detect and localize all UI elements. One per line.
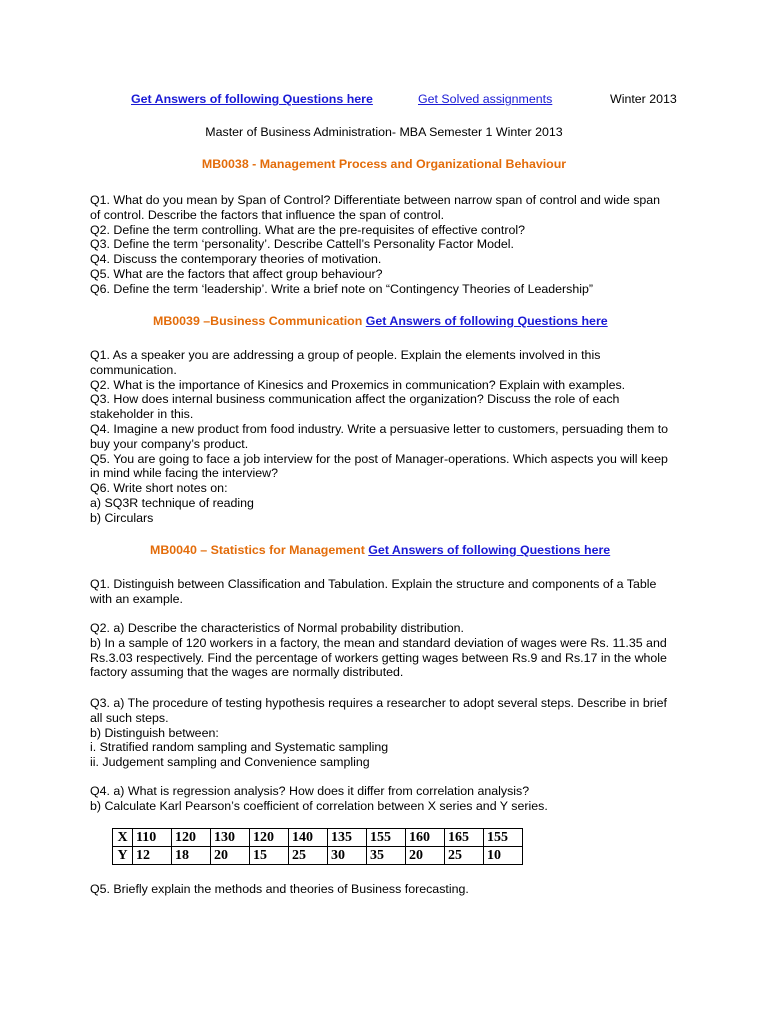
question-line: Q4. Imagine a new product from food industry. Write a persuasive letter to customers, persuading them to — [90, 421, 669, 436]
question-line: Q6. Write short notes on: — [90, 481, 228, 496]
question-line: Q3. a) The procedure of testing hypothesis requires a researcher to adopt several steps. Describe in brief — [90, 696, 667, 710]
y-value-cell: 10 — [484, 847, 523, 865]
x-value-cell: 155 — [484, 829, 523, 847]
y-value-cell: 15 — [250, 847, 289, 865]
question-line: Q5. What are the factors that affect group behaviour? — [90, 266, 383, 281]
question-line: Q5. You are going to face a job interview for the post of Manager-operations. Which aspects you will keep — [90, 451, 668, 466]
y-value-cell: 25 — [289, 847, 328, 865]
y-value-cell: 30 — [328, 847, 367, 865]
get-solved-assignments-link[interactable]: Get Solved assignments — [418, 92, 553, 106]
y-value-cell: 18 — [172, 847, 211, 865]
mb0039-questions — [90, 348, 690, 526]
x-value-cell: 130 — [211, 829, 250, 847]
question-line: stakeholder in this. — [90, 407, 194, 422]
question-line: buy your company’s product. — [90, 436, 249, 451]
question-line: Q4. a) What is regression analysis? How does it differ from correlation analysis? — [90, 784, 530, 798]
x-value-cell: 155 — [367, 829, 406, 847]
xy-data-table — [112, 828, 523, 865]
x-value-cell: 140 — [289, 829, 328, 847]
program-title: Master of Business Administration- MBA Semester 1 Winter 2013 — [205, 125, 563, 139]
question-line: Q1. Distinguish between Classification and Tabulation. Explain the structure and components of a Table — [90, 577, 657, 591]
x-series-row — [113, 829, 523, 847]
question-line: Q2. Define the term controlling. What are the pre-requisites of effective control? — [90, 222, 526, 237]
question-line: Q1. What do you mean by Span of Control? Differentiate between narrow span of control and wide span — [90, 193, 661, 207]
question-line: Q3. How does internal business communication affect the organization? Discuss the role of each — [90, 392, 620, 407]
question-line: b) Calculate Karl Pearson’s coefficient of correlation between X series and Y series. — [90, 798, 548, 813]
y-value-cell: 35 — [367, 847, 406, 865]
question-line: i. Stratified random sampling and Systematic sampling — [90, 740, 389, 755]
y-value-cell: 20 — [211, 847, 250, 865]
term-label: Winter 2013 — [610, 92, 677, 106]
x-value-cell: 135 — [328, 829, 367, 847]
x-value-cell: 120 — [250, 829, 289, 847]
question-line: Q2. What is the importance of Kinesics and Proxemics in communication? Explain with examples. — [90, 377, 626, 392]
mb0040-title: MB0040 – Statistics for Management — [150, 543, 365, 557]
question-line: with an example. — [90, 591, 183, 606]
question-line: Q5. Briefly explain the methods and theories of Business forecasting. — [90, 882, 469, 896]
question-line: Q6. Define the term ‘leadership’. Write a brief note on “Contingency Theories of Leadership” — [90, 281, 594, 296]
x-label-cell: X — [113, 829, 133, 847]
question-line: Q4. Discuss the contemporary theories of motivation. — [90, 252, 382, 267]
mb0038-title: MB0038 - Management Process and Organizational Behaviour — [201, 157, 567, 171]
question-line: ii. Judgement sampling and Convenience sampling — [90, 755, 370, 770]
y-value-cell: 12 — [133, 847, 172, 865]
question-line: Q3. Define the term ‘personality’. Describe Cattell’s Personality Factor Model. — [90, 237, 514, 252]
question-line: Q1. As a speaker you are addressing a group of people. Explain the elements involved in this — [90, 348, 601, 362]
mb0040-q4 — [90, 784, 690, 814]
mb0040-q5 — [90, 882, 690, 897]
y-label-cell: Y — [113, 847, 133, 865]
question-line: all such steps. — [90, 710, 169, 725]
x-value-cell: 110 — [133, 829, 172, 847]
mb0040-heading — [150, 543, 610, 557]
mb0040-q2 — [90, 621, 690, 680]
question-line: Rs.3.03 respectively. Find the percentage of workers getting wages between Rs.9 and Rs.17 in the whole — [90, 650, 667, 665]
mb0040-q3 — [90, 696, 690, 770]
question-line: Q2. a) Describe the characteristics of Normal probability distribution. — [90, 621, 464, 635]
y-value-cell: 25 — [445, 847, 484, 865]
question-line: communication. — [90, 362, 177, 377]
question-line: in mind while facing the interview? — [90, 466, 279, 481]
x-value-cell: 120 — [172, 829, 211, 847]
question-line: b) In a sample of 120 workers in a factory, the mean and standard deviation of wages were Rs. 11.35 and — [90, 635, 667, 650]
question-line: of control. Describe the factors that influence the span of control. — [90, 207, 445, 222]
question-line: factory assuming that the wages are normally distributed. — [90, 665, 404, 680]
mb0039-heading — [153, 314, 608, 328]
y-value-cell: 20 — [406, 847, 445, 865]
y-series-row — [113, 847, 523, 865]
mb0038-questions — [90, 193, 690, 297]
x-value-cell: 160 — [406, 829, 445, 847]
mb0040-answers-link[interactable]: Get Answers of following Questions here — [368, 543, 611, 557]
mb0039-answers-link[interactable]: Get Answers of following Questions here — [365, 314, 608, 328]
question-line: b) Distinguish between: — [90, 725, 219, 740]
get-answers-link[interactable]: Get Answers of following Questions here — [131, 92, 373, 106]
x-value-cell: 165 — [445, 829, 484, 847]
mb0040-q1 — [90, 577, 690, 607]
mb0039-title: MB0039 –Business Communication — [153, 314, 363, 328]
question-line: b) Circulars — [90, 510, 154, 525]
question-line: a) SQ3R technique of reading — [90, 495, 254, 510]
